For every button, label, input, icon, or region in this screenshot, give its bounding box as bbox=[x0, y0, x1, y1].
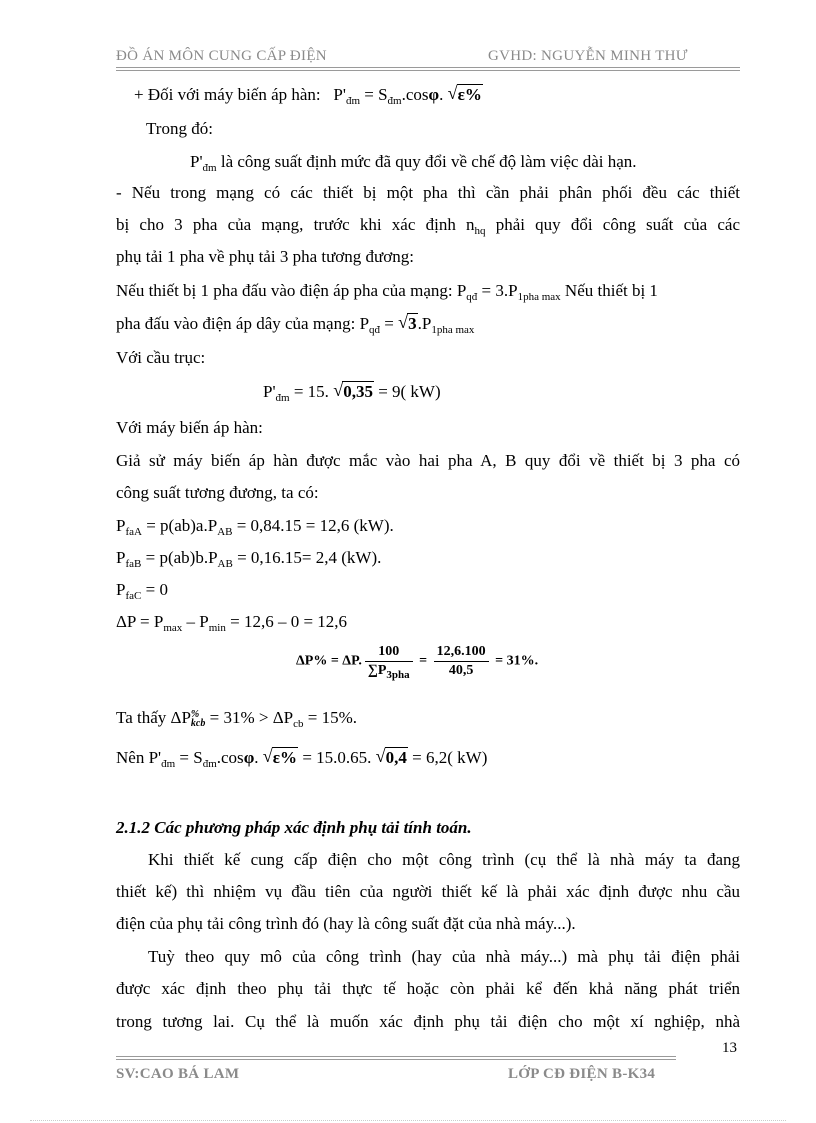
line-equivalent-power: công suất tương đương, ta có: bbox=[116, 483, 319, 502]
paragraph-line: Khi thiết kế cung cấp điện cho một công trình (cụ thể là nhà máy ta đang bbox=[148, 850, 740, 869]
footer-left: SV:CAO BÁ LAM bbox=[116, 1066, 240, 1082]
section-heading: 2.1.2 Các phương pháp xác định phụ tải tính toán. bbox=[116, 818, 472, 837]
line-crane-formula: $P'_{đm} = 15$. √ 0,35 = 9( kW) bbox=[263, 381, 441, 403]
paragraph-line: Tuỳ theo quy mô của công trình (hay của nhà máy...) mà phụ tải điện phải bbox=[148, 947, 740, 966]
page-bottom-border bbox=[30, 1120, 786, 1121]
line-crane: Với cầu trục: bbox=[116, 348, 206, 367]
header-rule-2 bbox=[116, 70, 740, 71]
header-right: GVHD: NGUYỄN MINH THƯ bbox=[488, 48, 688, 64]
line-equivalent: phụ tải 1 pha về phụ tải 3 pha tương đương: bbox=[116, 247, 414, 266]
footer-rule bbox=[116, 1056, 676, 1057]
line-comparison: Ta thấy ΔP % kcb = $31\% > \Delta P_{cb} = 15\%$. bbox=[116, 708, 357, 730]
page-number: 13 bbox=[722, 1040, 737, 1056]
line-assume: Giả sử máy biến áp hàn được mắc vào hai pha A, B quy đổi về thiết bị 3 pha có bbox=[116, 451, 740, 470]
header-rule bbox=[116, 67, 740, 68]
line-delta-p: $\Delta P = P_{max} - P_{min} = 12,6 - 0 = 12,6$ bbox=[116, 612, 348, 634]
line-pfaC: $P_{faC} = 0$ bbox=[116, 580, 168, 602]
line-trong-do: Trong đó: bbox=[146, 119, 213, 138]
line-definition: $P'_{đm}$ là công suất định mức đã quy đổi về chế độ làm việc dài hạn. bbox=[190, 152, 637, 174]
paragraph-line: được xác định theo phụ tải thực tế hoặc còn phải kể đến khả năng phát triển bbox=[116, 979, 740, 998]
header-left: ĐỒ ÁN MÔN CUNG CẤP ĐIỆN bbox=[116, 48, 327, 64]
footer-right: LỚP CĐ ĐIỆN B-K34 bbox=[508, 1066, 656, 1082]
line-pfaA: $P_{faA} = p(ab)a.P_{AB} = 0,84.15 = 12,6$ (kW). bbox=[116, 516, 394, 538]
paragraph-line: thiết kế) thì nhiệm vụ đầu tiên của người thiết kế là phải xác định được nhu cầu bbox=[116, 882, 740, 901]
footer-rule-2 bbox=[116, 1059, 676, 1060]
line-transformer-formula: + Đối với máy biến áp hàn: $P'_{đm} = S_{đm}.\cos\varphi$. √ ε% bbox=[134, 84, 483, 106]
formula-delta-p-percent: ΔP% = ΔP. $\frac{100}{\sum P_{3pha}}$ = $\frac{12,6.100}{40,5}$ = 31%. bbox=[296, 644, 539, 681]
paragraph-line: điện của phụ tải công trình đó (hay là công suất đặt của nhà máy...). bbox=[116, 914, 576, 933]
line-line-voltage: pha đấu vào điện áp dây của mạng: $P_{qđ}$ = √ $3.P_{1pha max}$ bbox=[116, 313, 474, 335]
line-result: Nên $P'_{đm} = S_{đm}.\cos\varphi$. √ ε% = 15.0.65. √ 0,4 = 6,2( kW) bbox=[116, 747, 487, 769]
line-phase-voltage: Nếu thiết bị 1 pha đấu vào điện áp pha của mạng: $P_{qđ} = 3.P_{1pha max}$ Nếu thiết bị 1 bbox=[116, 281, 658, 303]
line-distribute: bị cho 3 pha của mạng, trước khi xác định $n_{hq}$ phải quy đổi công suất của các bbox=[116, 215, 741, 237]
paragraph-line: trong tương lai. Cụ thể là muốn xác định phụ tải điện cho một xí nghiệp, nhà bbox=[116, 1012, 740, 1031]
line-welding: Với máy biến áp hàn: bbox=[116, 418, 263, 437]
line-single-phase: - Nếu trong mạng có các thiết bị một pha thì cần phải phân phối đều các thiết bbox=[116, 183, 740, 202]
line-pfaB: $P_{faB} = p(ab)b.P_{AB} = 0,16.15= 2,4$ (kW). bbox=[116, 548, 382, 570]
sqrt-epsilon: √ ε% bbox=[448, 84, 483, 106]
